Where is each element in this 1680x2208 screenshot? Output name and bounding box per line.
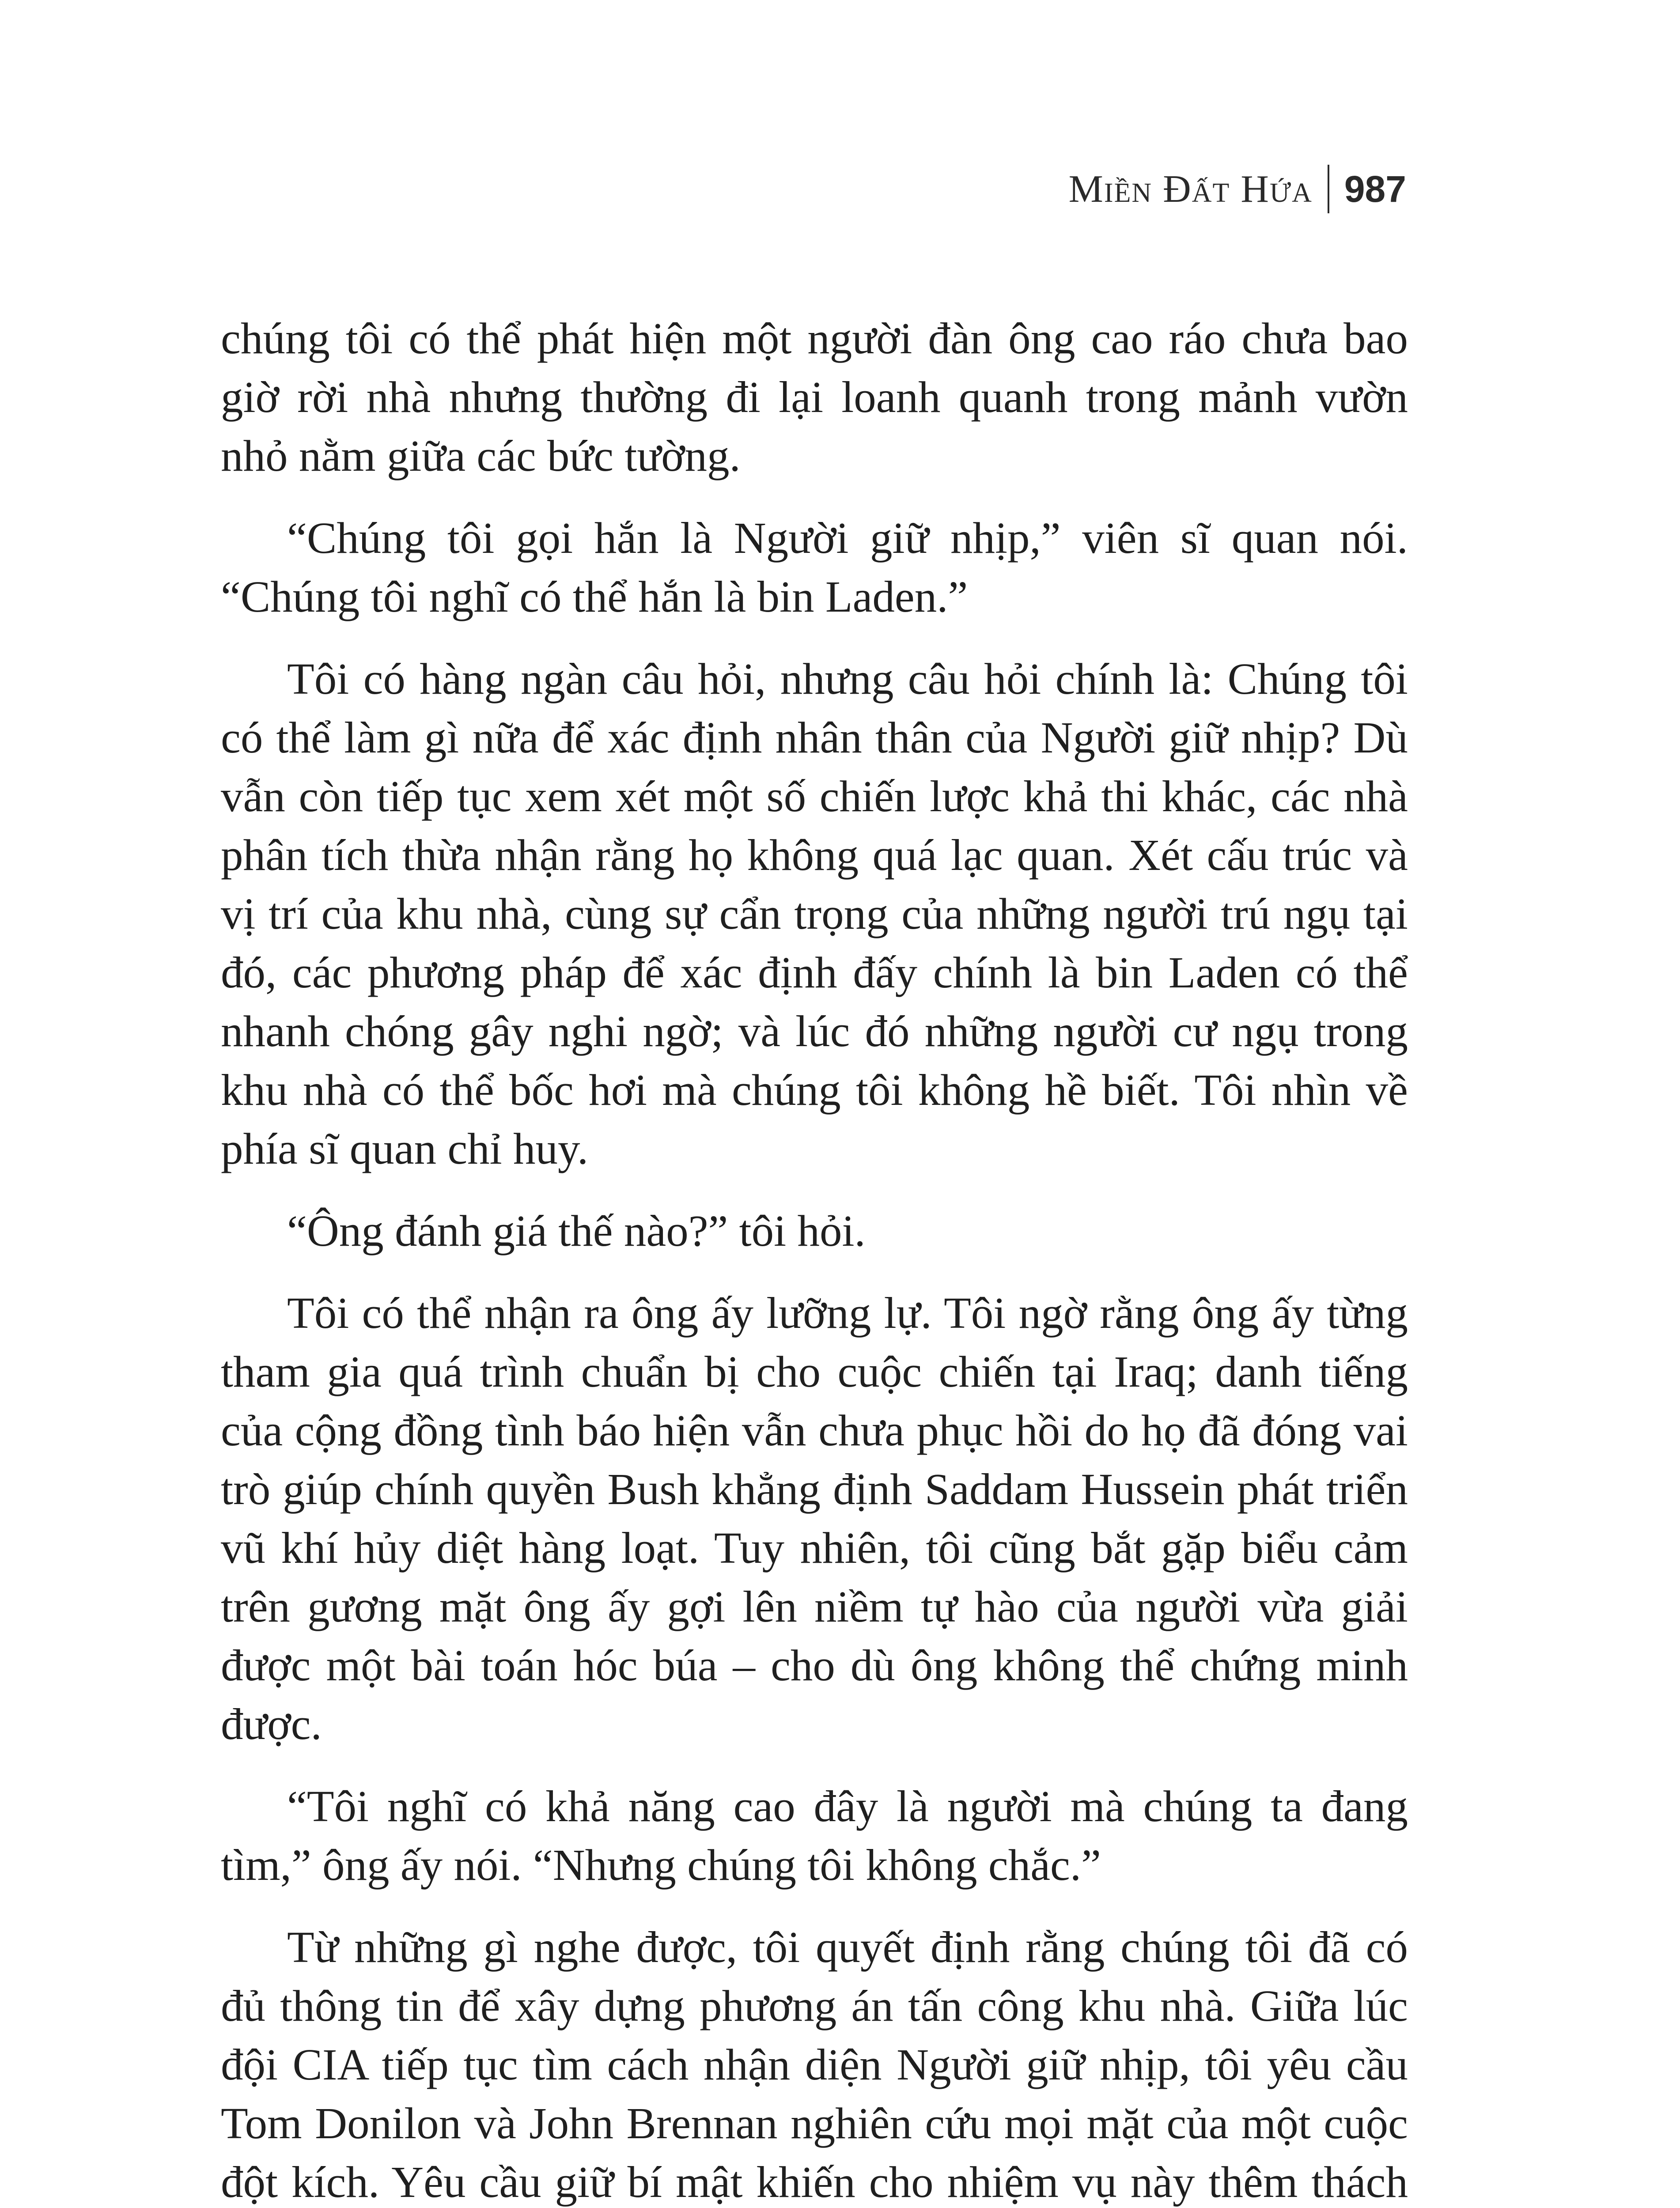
body-text (221, 309, 1408, 2208)
paragraph: chúng tôi có thể phát hiện một người đàn ông cao ráo chưa bao giờ rời nhà nhưng thường đi lại loanh quanh trong mảnh vườn nhỏ nằm giữa các bức tường. (221, 314, 1408, 480)
paragraph: Tôi có hàng ngàn câu hỏi, nhưng câu hỏi chính là: Chúng tôi có thể làm gì nữa để xác định nhân thân của Người giữ nhịp? Dù vẫn còn tiếp tục xem xét một số chiến lược khả thi khác, các nhà phân tích thừa nhận rằng họ không quá lạc quan. Xét cấu trúc và vị trí của khu nhà, cùng sự cẩn trọng của những người trú ngụ tại đó, các phương pháp để xác định đấy chính là bin Laden có thể nhanh chóng gây nghi ngờ; và lúc đó những người cư ngụ trong khu nhà có thể bốc hơi mà chúng tôi không hề biết. Tôi nhìn về phía sĩ quan chỉ huy. (221, 654, 1408, 1173)
running-header (1069, 163, 1406, 216)
paragraph: Tôi có thể nhận ra ông ấy lưỡng lự. Tôi ngờ rằng ông ấy từng tham gia quá trình chuẩn bị cho cuộc chiến tại Iraq; danh tiếng của cộng đồng tình báo hiện vẫn chưa phục hồi do họ đã đóng vai trò giúp chính quyền Bush khẳng định Saddam Hussein phát triển vũ khí hủy diệt hàng loạt. Tuy nhiên, tôi cũng bắt gặp biểu cảm trên gương mặt ông ấy gợi lên niềm tự hào của người vừa giải được một bài toán hóc búa – cho dù ông không thể chứng minh được. (221, 1288, 1408, 1749)
header-divider (1328, 165, 1329, 213)
paragraph: “Ông đánh giá thế nào?” tôi hỏi. (287, 1206, 866, 1255)
page-number: 987 (1344, 168, 1406, 210)
paragraph: “Tôi nghĩ có khả năng cao đây là người mà chúng ta đang tìm,” ông ấy nói. “Nhưng chúng tôi không chắc.” (221, 1781, 1408, 1890)
paragraph: “Chúng tôi gọi hắn là Người giữ nhịp,” viên sĩ quan nói. “Chúng tôi nghĩ có thể hắn là bin Laden.” (221, 513, 1408, 621)
paragraph: Từ những gì nghe được, tôi quyết định rằng chúng tôi đã có đủ thông tin để xây dựng phương án tấn công khu nhà. Giữa lúc đội CIA tiếp tục tìm cách nhận diện Người giữ nhịp, tôi yêu cầu Tom Donilon và John Brennan nghiên cứu mọi mặt của một cuộc đột kích. Yêu cầu giữ bí mật khiến cho nhiệm vụ này thêm thách (221, 1922, 1408, 2207)
book-title: Miền Đất Hứa (1068, 167, 1313, 211)
